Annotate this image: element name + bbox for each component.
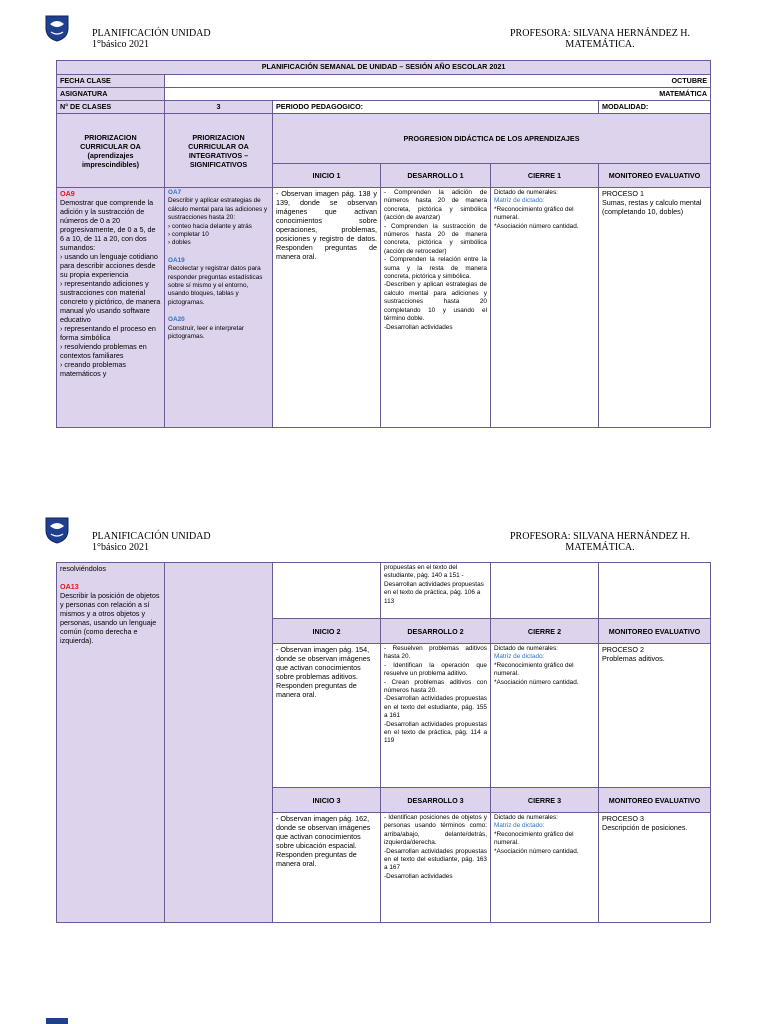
oa7-line: › dobles xyxy=(168,239,191,247)
desarrollo-2-line: - Crean problemas aditivos con números hasta 20. xyxy=(384,678,487,695)
oa20-code: OA20 xyxy=(168,316,185,324)
oa-continuation-cell xyxy=(57,563,165,923)
oa20-text: Construir, leer e interpretar pictogramas. xyxy=(168,324,245,341)
cierre-3-cell xyxy=(491,813,599,923)
asignatura-label: ASIGNATURA xyxy=(57,88,165,101)
school-logo-icon xyxy=(44,1014,70,1024)
proceso-1-title: PROCESO 1 xyxy=(602,189,644,198)
monitoreo-3-cell xyxy=(599,813,711,923)
oa7-line: › conteo hacia delante y atrás xyxy=(168,222,252,230)
desarrollo-2-line: -Desarrollan actividades propuestas en el texto de práctica, pág. 114 a 119 xyxy=(384,720,487,745)
page-1 xyxy=(0,0,768,445)
plan-table-2 xyxy=(56,562,711,923)
header-right xyxy=(510,531,690,553)
desarrollo-3-header: DESARROLLO 3 xyxy=(381,788,491,813)
header-left xyxy=(92,531,211,553)
table-title: PLANIFICACIÓN SEMANAL DE UNIDAD – SESIÓN AÑO ESCOLAR 2021 xyxy=(57,61,711,75)
oa9-cell xyxy=(57,188,165,428)
desarrollo-3-cell xyxy=(381,813,491,923)
teacher-name: PROFESORA: SILVANA HERNÁNDEZ H. xyxy=(510,531,691,542)
oa9-line: Demostrar que comprende la adición y la sustracción de números de 0 a 20 progresivamente, de 0 a 5, de 6 a 10, de 11 a 20, con dos sumandos: xyxy=(60,198,156,252)
cierre-2-reconocimiento: *Reconocimiento gráfico del numeral. xyxy=(494,661,574,678)
header-right xyxy=(510,28,690,50)
desarrollo-3-line: -Desarrollan actividades xyxy=(384,872,453,880)
proceso-2-text: Problemas aditivos. xyxy=(602,654,665,663)
desarrollo-2-line: - Resuelven problemas aditivos hasta 20. xyxy=(384,645,487,661)
cierre-3-reconocimiento: *Reconocimiento gráfico del numeral. xyxy=(494,830,574,847)
plan-title: PLANIFICACIÓN UNIDAD xyxy=(92,28,211,39)
cierre-3-dictado: Dictado de numerales: xyxy=(494,814,558,821)
desarrollo-1-line: - Comprenden la sustracción de números hasta 20 de manera concreta, pictórica y simbólica (acción de retroceder) xyxy=(384,222,487,255)
inicio-3-header: INICIO 3 xyxy=(273,788,381,813)
oa9-line: › representando el proceso en forma simbólica xyxy=(60,324,156,342)
subject-label: MATEMÁTICA. xyxy=(565,39,635,50)
cierre-1-cell xyxy=(491,188,599,428)
oa9-code: OA9 xyxy=(60,189,75,198)
clases-value: 3 xyxy=(165,101,273,114)
cierre-2-dictado: Dictado de numerales: xyxy=(494,645,558,652)
header-left xyxy=(92,28,211,50)
oa19-text: Recolectar y registrar datos para responder preguntas estadísticas sobre sí mismo y el entorno, usando bloques, tablas y pictogramas. xyxy=(168,265,263,306)
desarrollo-2-cell xyxy=(381,644,491,788)
inicio-3-text: - Observan imagen pág. 162, donde se observan imágenes que activan conocimientos sobre ubicación espacial. Responden preguntas de manera oral. xyxy=(273,813,381,923)
inicio-2-header: INICIO 2 xyxy=(273,619,381,644)
subject-label: MATEMÁTICA. xyxy=(565,542,635,553)
monitoreo-2-header: MONITOREO EVALUATIVO xyxy=(599,619,711,644)
monitoreo-continuation xyxy=(599,563,711,619)
cierre-2-cell xyxy=(491,644,599,788)
fecha-label: FECHA CLASE xyxy=(57,75,165,88)
cierre-2-header: CIERRE 2 xyxy=(491,619,599,644)
monitoreo-1-cell xyxy=(599,188,711,428)
oa9-line: › resolviendo problemas en contextos familiares xyxy=(60,342,147,360)
oa9-line: › creando problemas matemáticos y xyxy=(60,360,126,378)
desarrollo-2-line: - Identifican la operación que resuelve un problema aditivo. xyxy=(384,661,487,678)
oa9-line: › representando adiciones y sustracciones con material concreto y pictórico, de manera manual y/o usando software educativo xyxy=(60,279,161,324)
oa9-continuation: resolviéndolos xyxy=(60,564,106,573)
oa19-code: OA19 xyxy=(168,256,185,264)
monitoreo-2-cell xyxy=(599,644,711,788)
desarrollo-1-header: DESARROLLO 1 xyxy=(381,164,491,188)
cierre-1-dictado: Dictado de numerales: xyxy=(494,189,558,196)
inicio-1-header: INICIO 1 xyxy=(273,164,381,188)
inicio-continuation xyxy=(273,563,381,619)
oa7-line: › completar 10 xyxy=(168,231,209,239)
inicio-1-text: - Observan imagen pág. 138 y 139, donde se observan imágenes que activan conocimientos sobre operaciones, problemas, posiciones y registro de datos. Responden preguntas de manera oral. xyxy=(273,188,381,428)
cierre-3-matriz: Matriz de dictado: xyxy=(494,822,545,830)
desarrollo-1-line: -Describen y aplican estrategias de calculo mental para adiciones y sustracciones hasta 20 completando 10 y usando el término doble. xyxy=(384,281,487,323)
cierre-2-matriz: Matriz de dictado: xyxy=(494,653,545,661)
proceso-2-title: PROCESO 2 xyxy=(602,645,644,654)
cierre-3-asociacion: *Asociación número cantidad. xyxy=(494,847,579,855)
proceso-1-text: Sumas, restas y calculo mental (completando 10, dobles) xyxy=(602,198,702,216)
proceso-3-title: PROCESO 3 xyxy=(602,814,644,823)
monitoreo-3-header: MONITOREO EVALUATIVO xyxy=(599,788,711,813)
cierre-1-header: CIERRE 1 xyxy=(491,164,599,188)
asignatura-value: MATEMÁTICA xyxy=(165,88,711,101)
proceso-3-text: Descripción de posiciones. xyxy=(602,823,688,832)
page-2 xyxy=(0,512,768,932)
cierre-continuation xyxy=(491,563,599,619)
desarrollo-1-cell xyxy=(381,188,491,428)
school-logo-icon xyxy=(44,12,70,42)
teacher-name: PROFESORA: SILVANA HERNÁNDEZ H. xyxy=(510,28,691,39)
desarrollo-2-header: DESARROLLO 2 xyxy=(381,619,491,644)
col-oa-integrativos-header: PRIORIZACION CURRICULAR OA INTEGRATIVOS – SIGNIFICATIVOS xyxy=(165,114,273,188)
oa13-code: OA13 xyxy=(60,582,79,591)
grade-label: 1°básico 2021 xyxy=(92,39,150,50)
desarrollo-1-line: - Comprenden la relación entre la suma y la resta de manera concreta, pictórica y simbólica. xyxy=(384,256,487,281)
progresion-header: PROGRESION DIDÁCTICA DE LOS APRENDIZAJES xyxy=(273,114,711,164)
modalidad-label: MODALIDAD: xyxy=(599,101,711,114)
desarrollo-2-line: -Desarrollan actividades propuestas en el texto del estudiante, pág. 155 a 161 xyxy=(384,695,487,720)
monitoreo-1-header: MONITOREO EVALUATIVO xyxy=(599,164,711,188)
cierre-1-reconocimiento: *Reconocimiento gráfico del numeral. xyxy=(494,205,574,222)
school-logo-icon xyxy=(44,514,70,544)
desarrollo-1-line: - Comprenden la adición de números hasta 20 de manera concreta, pictórica y simbólica (acción de avanzar) xyxy=(384,189,487,222)
inicio-2-text: - Observan imagen pág. 154, donde se observan imágenes que activan conocimientos sobre problemas aditivos. Responden preguntas de manera oral. xyxy=(273,644,381,788)
grade-label: 1°básico 2021 xyxy=(92,542,150,553)
col-oa-header: PRIORIZACION CURRICULAR OA (aprendizajes imprescindibles) xyxy=(57,114,165,188)
cierre-1-matriz: Matriz de dictado: xyxy=(494,197,545,205)
plan-table-1 xyxy=(56,60,711,428)
fecha-value: OCTUBRE xyxy=(165,75,711,88)
desarrollo-1-continuation: propuestas en el texto del estudiante, pág. 140 a 151 -Desarrollan actividades propuestas en el texto de práctica, pág. 106 a 113 xyxy=(381,563,491,619)
desarrollo-3-line: -Desarrollan actividades propuestas en el texto del estudiante, pág. 163 a 167 xyxy=(384,847,487,872)
cierre-2-asociacion: *Asociación número cantidad. xyxy=(494,678,579,686)
oa9-line: › usando un lenguaje cotidiano para describir acciones desde su propia experiencia xyxy=(60,252,158,279)
oa-integrativos-cell xyxy=(165,188,273,428)
oa7-code: OA7 xyxy=(168,189,182,196)
oa-integrativos-continuation xyxy=(165,563,273,923)
cierre-3-header: CIERRE 3 xyxy=(491,788,599,813)
clases-label: N° DE CLASES xyxy=(57,101,165,114)
desarrollo-1-line: -Desarrollan actividades xyxy=(384,323,453,331)
oa13-text: Describir la posición de objetos y personas con relación a sí mismos y a otros objetos y personas, usando un lenguaje común (como derecha e izquierda). xyxy=(60,591,160,645)
periodo-label: PERIODO PEDAGOGICO: xyxy=(273,101,599,114)
desarrollo-3-line: - Identifican posiciones de objetos y personas usando términos como: arriba/abajo, delante/detrás, izquierda/derecha. xyxy=(384,814,487,847)
plan-title: PLANIFICACIÓN UNIDAD xyxy=(92,531,211,542)
oa7-line: Describir y aplicar estrategias de cálculo mental para las adiciones y sustracciones hasta 20: xyxy=(168,197,268,222)
cierre-1-asociacion: *Asociación número cantidad. xyxy=(494,222,579,230)
